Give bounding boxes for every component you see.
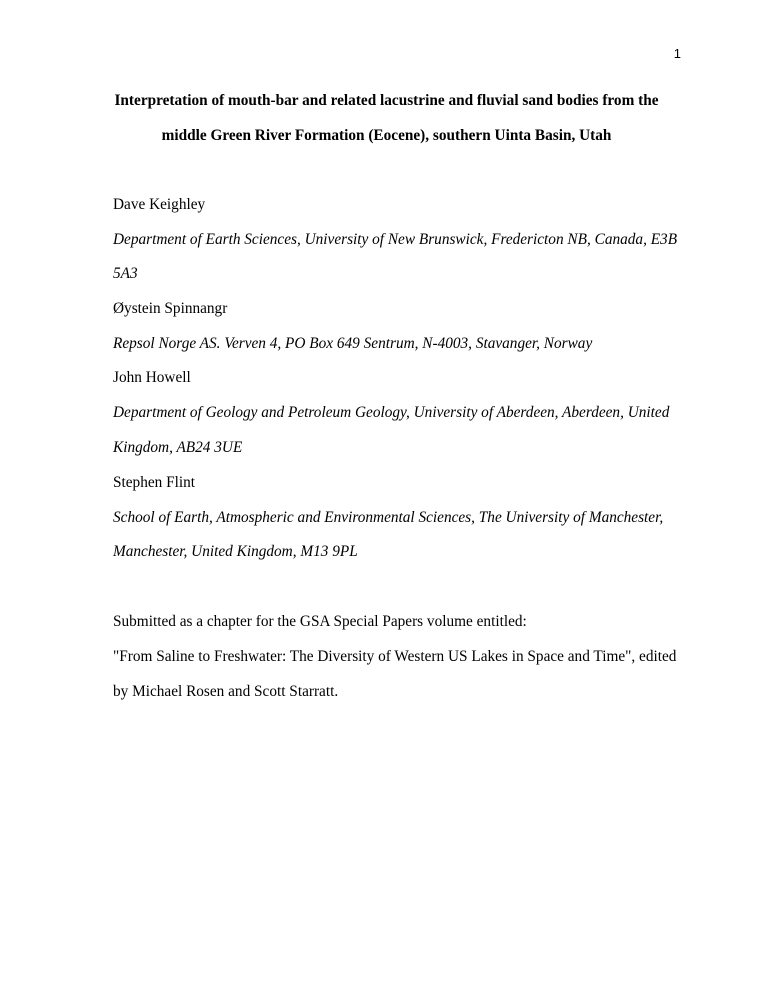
author-affiliation-1-line-1: Department of Earth Sciences, University of New Brunswick, Fredericton NB, Canada, E3B <box>113 231 678 248</box>
author-affiliation-3-line-1: Department of Geology and Petroleum Geology, University of Aberdeen, Aberdeen, United <box>113 404 670 421</box>
author-name-3: John Howell <box>113 369 191 386</box>
author-affiliation-1-line-2: 5A3 <box>113 265 138 282</box>
paper-title-line-2: middle Green River Formation (Eocene), southern Uinta Basin, Utah <box>161 127 612 144</box>
submission-line-1: Submitted as a chapter for the GSA Special Papers volume entitled: <box>113 613 527 630</box>
paper-title-line-1: Interpretation of mouth-bar and related lacustrine and fluvial sand bodies from the <box>114 92 659 109</box>
author-affiliation-4-line-1: School of Earth, Atmospheric and Environmental Sciences, The University of Manchester, <box>113 509 664 526</box>
author-affiliation-3-line-2: Kingdom, AB24 3UE <box>113 439 243 456</box>
author-name-1: Dave Keighley <box>113 196 206 213</box>
author-affiliation-2-line-1: Repsol Norge AS. Verven 4, PO Box 649 Sentrum, N-4003, Stavanger, Norway <box>113 335 593 352</box>
submission-line-2: "From Saline to Freshwater: The Diversity of Western US Lakes in Space and Time", edited <box>113 648 677 665</box>
page-number: 1 <box>673 46 681 61</box>
author-name-2: Øystein Spinnangr <box>113 300 228 317</box>
author-name-4: Stephen Flint <box>113 474 196 491</box>
author-affiliation-4-line-2: Manchester, United Kingdom, M13 9PL <box>113 543 358 560</box>
submission-line-3: by Michael Rosen and Scott Starratt. <box>113 683 339 700</box>
